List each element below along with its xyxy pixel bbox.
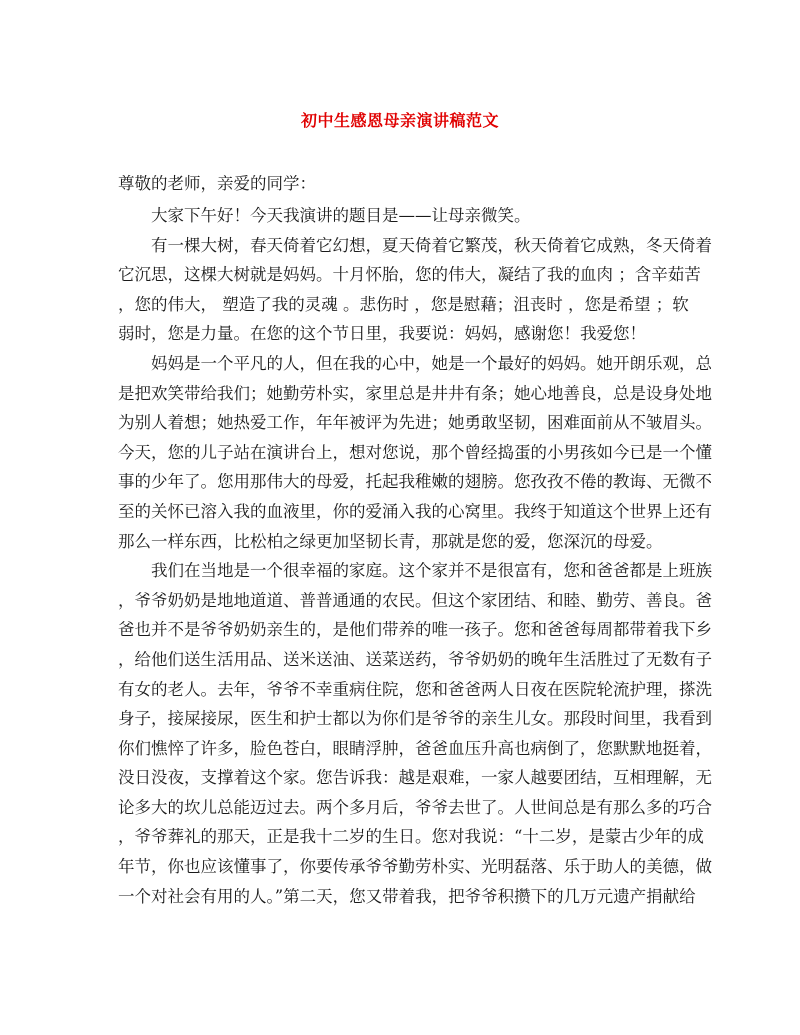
paragraph-line: 爸也并不是爷爷奶奶亲生的，是他们带养的唯一孩子。您和爸爸每周都带着我下乡 (118, 620, 712, 640)
paragraph-line: 大家下午好！今天我演讲的题目是——让母亲微笑。 (151, 206, 531, 225)
paragraph (118, 231, 712, 349)
paragraph (118, 556, 712, 911)
paragraph-line: 有一棵大树，春天倚着它幻想，夏天倚着它繁茂，秋天倚着它成熟，冬天倚着 (151, 235, 712, 255)
paragraph-line: 是把欢笑带给我们；她勤劳朴实，家里总是井井有条；她心地善良，总是设身处地 (118, 383, 712, 403)
paragraph (118, 201, 688, 231)
paragraph-line: 妈妈是一个平凡的人，但在我的心中，她是一个最好的妈妈。她开朗乐观，总 (151, 353, 712, 373)
paragraph-line: 它沉思，这棵大树就是妈妈。十月怀胎，您的伟大，凝结了我的血肉 ；含辛茹苦 (118, 265, 701, 285)
document-title: 初中生感恩母亲演讲稿范文 (300, 111, 499, 130)
paragraph-line: 一个对社会有用的人。”第二天，您又带着我，把爷爷积攒下的几万元遗产捐献给 (118, 886, 696, 906)
paragraph-line: 弱时，您是力量。在您的这个节日里，我要说：妈妈，感谢您！我爱您！ (118, 324, 646, 344)
paragraph (118, 349, 712, 556)
paragraph-line: 为别人着想；她热爱工作，年年被评为先进；她勇敢坚韧，困难面前从不皱眉头。 (118, 413, 712, 433)
paragraph-line: 你们憔悴了许多，脸色苍白，眼睛浮肿，爸爸血压升高也病倒了，您默默地挺着， (118, 738, 712, 758)
paragraph-line: 没日没夜，支撑着这个家。您告诉我：越是艰难，一家人越要团结，互相理解，无 (118, 768, 712, 788)
paragraph-line: ，爷爷葬礼的那天，正是我十二岁的生日。您对我说：“十二岁，是蒙古少年的成 (118, 827, 704, 847)
paragraph-line: 有女的老人。去年，爷爷不幸重病住院，您和爸爸两人日夜在医院轮流护理，搽洗 (118, 679, 712, 699)
paragraph-line: 今天，您的儿子站在演讲台上，想对您说，那个曾经捣蛋的小男孩如今已是一个懂 (118, 442, 712, 462)
paragraph-line: ，爷爷奶奶是地地道道、普普通通的农民。但这个家团结、和睦、勤劳、善良。爸 (118, 590, 712, 610)
paragraph-line: 事的少年了。您用那伟大的母爱，托起我稚嫩的翅膀。您孜孜不倦的教诲、无微不 (118, 472, 712, 492)
paragraph-line: 论多大的坎儿总能迈过去。两个多月后，爷爷去世了。人世间总是有那么多的巧合 (118, 797, 712, 817)
paragraph-line: 身子，接屎接尿，医生和护士都以为你们是爷爷的亲生儿女。那段时间里，我看到 (118, 709, 712, 729)
salutation: 尊敬的老师，亲爱的同学： (118, 174, 316, 193)
paragraph-line: 我们在当地是一个很幸福的家庭。这个家并不是很富有，您和爸爸都是上班族 (151, 561, 712, 581)
paragraph-line: 年节，你也应该懂事了，你要传承爷爷勤劳朴实、光明磊落、乐于助人的美德，做 (118, 857, 712, 877)
paragraph-line: 那么一样东西，比松柏之绿更加坚韧长青，那就是您的爱，您深沉的母爱。 (118, 531, 663, 551)
paragraph-line: ，您的伟大， 塑造了我的灵魂 。悲伤时 ，您是慰藉；沮丧时 ，您是希望 ；软 (118, 294, 689, 314)
paragraph-line: ，给他们送生活用品、送米送油、送菜送药，爷爷奶奶的晚年生活胜过了无数有子 (118, 649, 712, 669)
paragraph-line: 至的关怀已溶入我的血液里，你的爱涌入我的心窝里。我终于知道这个世界上还有 (118, 501, 712, 521)
document-body (118, 168, 712, 911)
